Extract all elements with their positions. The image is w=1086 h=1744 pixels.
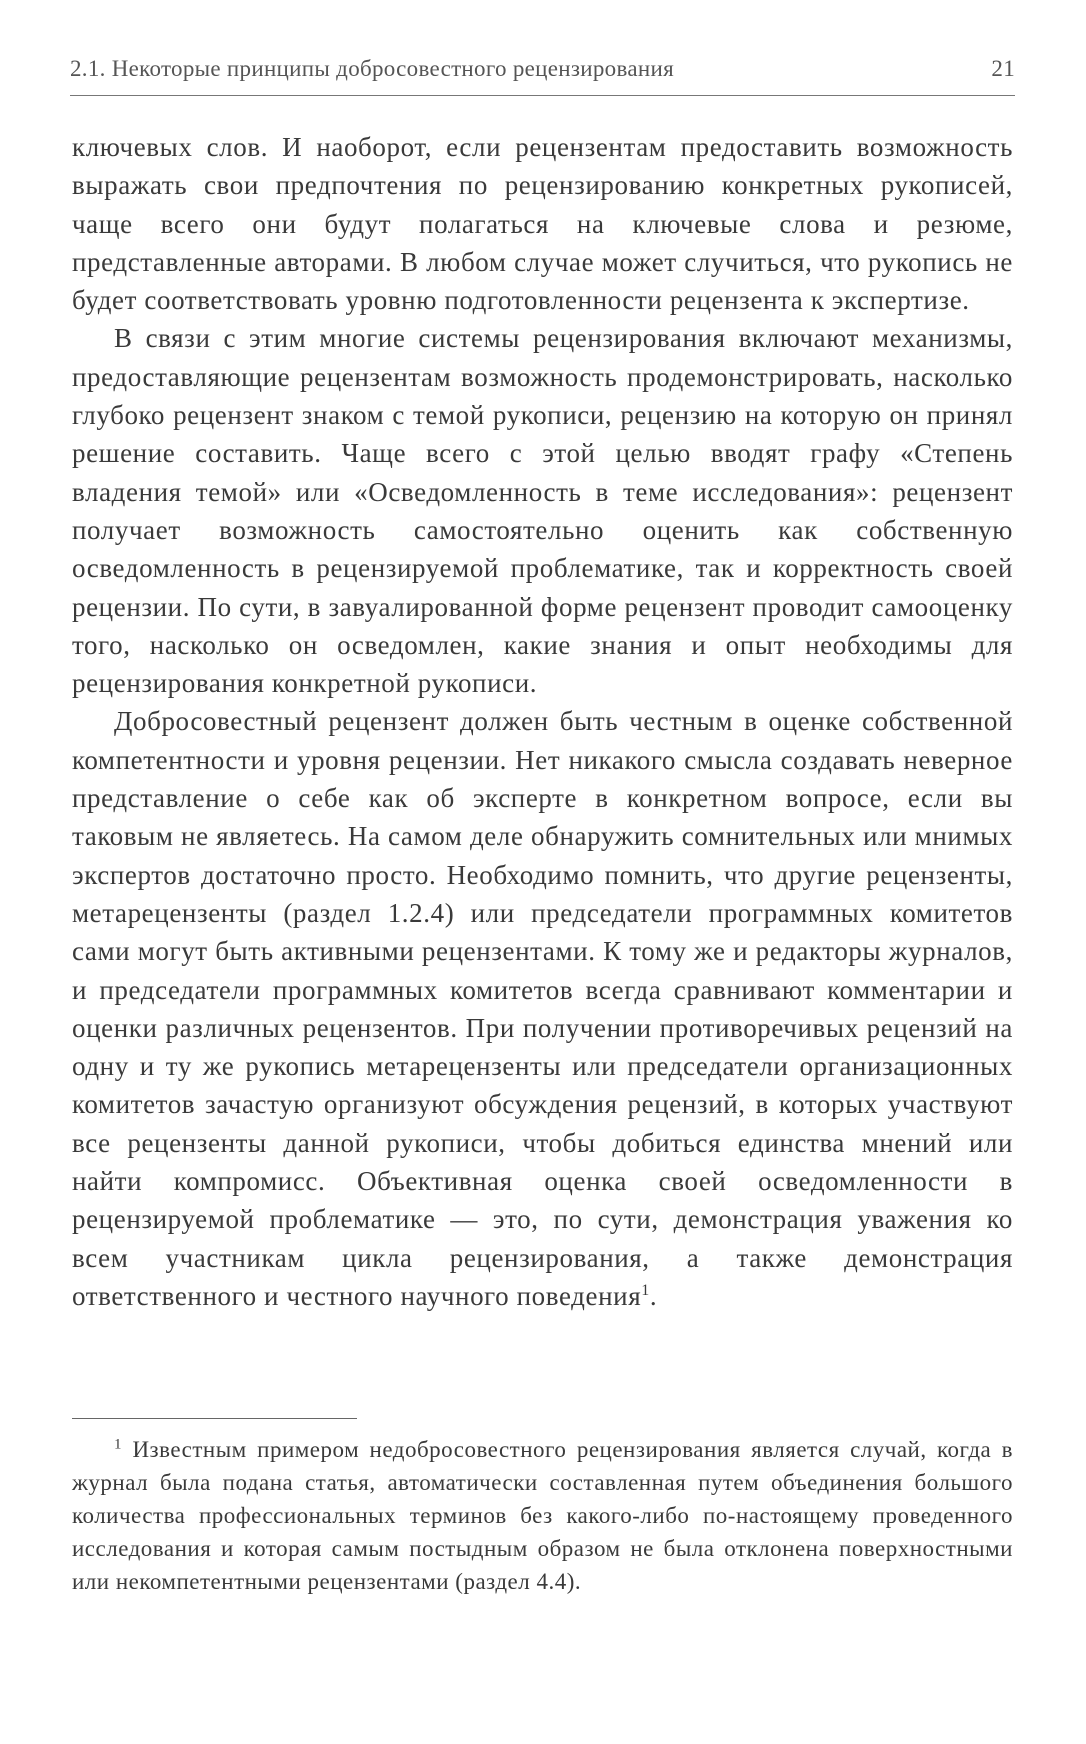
footnote-reference[interactable]: 1 [641, 1281, 650, 1299]
paragraph-text: Добросовестный рецензент должен быть честным в оценке собственной компетентности и уровня рецензии. Нет никакого смысла создавать неверное представление о себе как об эксперте в конкретном вопросе, если вы таковым не являетесь. На самом деле обнаружить сомнительных или мнимых экспертов достаточно просто. Необходимо помнить, что другие рецензенты, метарецензенты (раздел 1.2.4) или председатели программных комитетов сами могут быть активными рецензентами. К тому же и редакторы журналов, и председатели программных комитетов всегда сравнивают комментарии и оценки различных рецензентов. При получении противоречивых рецензий на одну и ту же рукопись метарецензенты или председатели организационных комитетов зачастую организуют обсуждения рецензий, в которых участвуют все рецензенты данной рукописи, чтобы добиться единства мнений или найти компромисс. Объективная оценка своей осведомленности в рецензируемой проблематике — это, по сути, демонстрация уважения ко всем участникам цикла рецензирования, а также демонстрация ответственного и честного научного поведения [72, 706, 1013, 1311]
footnote [72, 1433, 1013, 1598]
paragraph: В связи с этим многие системы рецензирования включают механизмы, предоставляющие рецензентам возможность продемонстрировать, насколько глубоко рецензент знаком с темой рукописи, рецензию на которую он принял решение составить. Чаще всего с этой целью вводят графу «Степень владения темой» или «Осведомленность в теме исследования»: рецензент получает возможность самостоятельно оценить как собственную осведомленность в рецензируемой проблематике, так и корректность своей рецензии. По сути, в завуалированной форме рецензент проводит самооценку того, насколько он осведомлен, какие знания и опыт необходимы для рецензирования конкретной рукописи. [72, 323, 1013, 699]
running-head-title: 2.1. Некоторые принципы добросовестного рецензирования [70, 56, 674, 81]
header-rule [70, 95, 1015, 96]
paragraph-continued: ключевых слов. И наоборот, если рецензентам предоставить возможность выражать свои предпочтения по рецензированию конкретных рукописей, чаще всего они будут полагаться на ключевые слова и резюме, представленные авторами. В любом случае может случиться, что рукопись не будет соответствовать уровню подготовленности рецензента к экспертизе. [72, 132, 1013, 316]
body-text [72, 128, 1013, 1315]
paragraph-last [72, 702, 1013, 1315]
page-number: 21 [991, 56, 1015, 81]
footnote-text: Известным примером недобросовестного рецензирования является случай, когда в журнал была подана статья, автоматически составленная путем объединения большого количества профессиональных терминов без какого-либо по-настоящему проведенного исследования и которая самым постыдным образом не была отклонена поверхностными или некомпетентными рецензентами (раздел 4.4). [72, 1437, 1014, 1594]
final-punctuation: . [649, 1280, 658, 1311]
footnote-number: 1 [114, 1436, 122, 1453]
running-head [70, 56, 1015, 86]
footnote-rule [72, 1418, 357, 1419]
